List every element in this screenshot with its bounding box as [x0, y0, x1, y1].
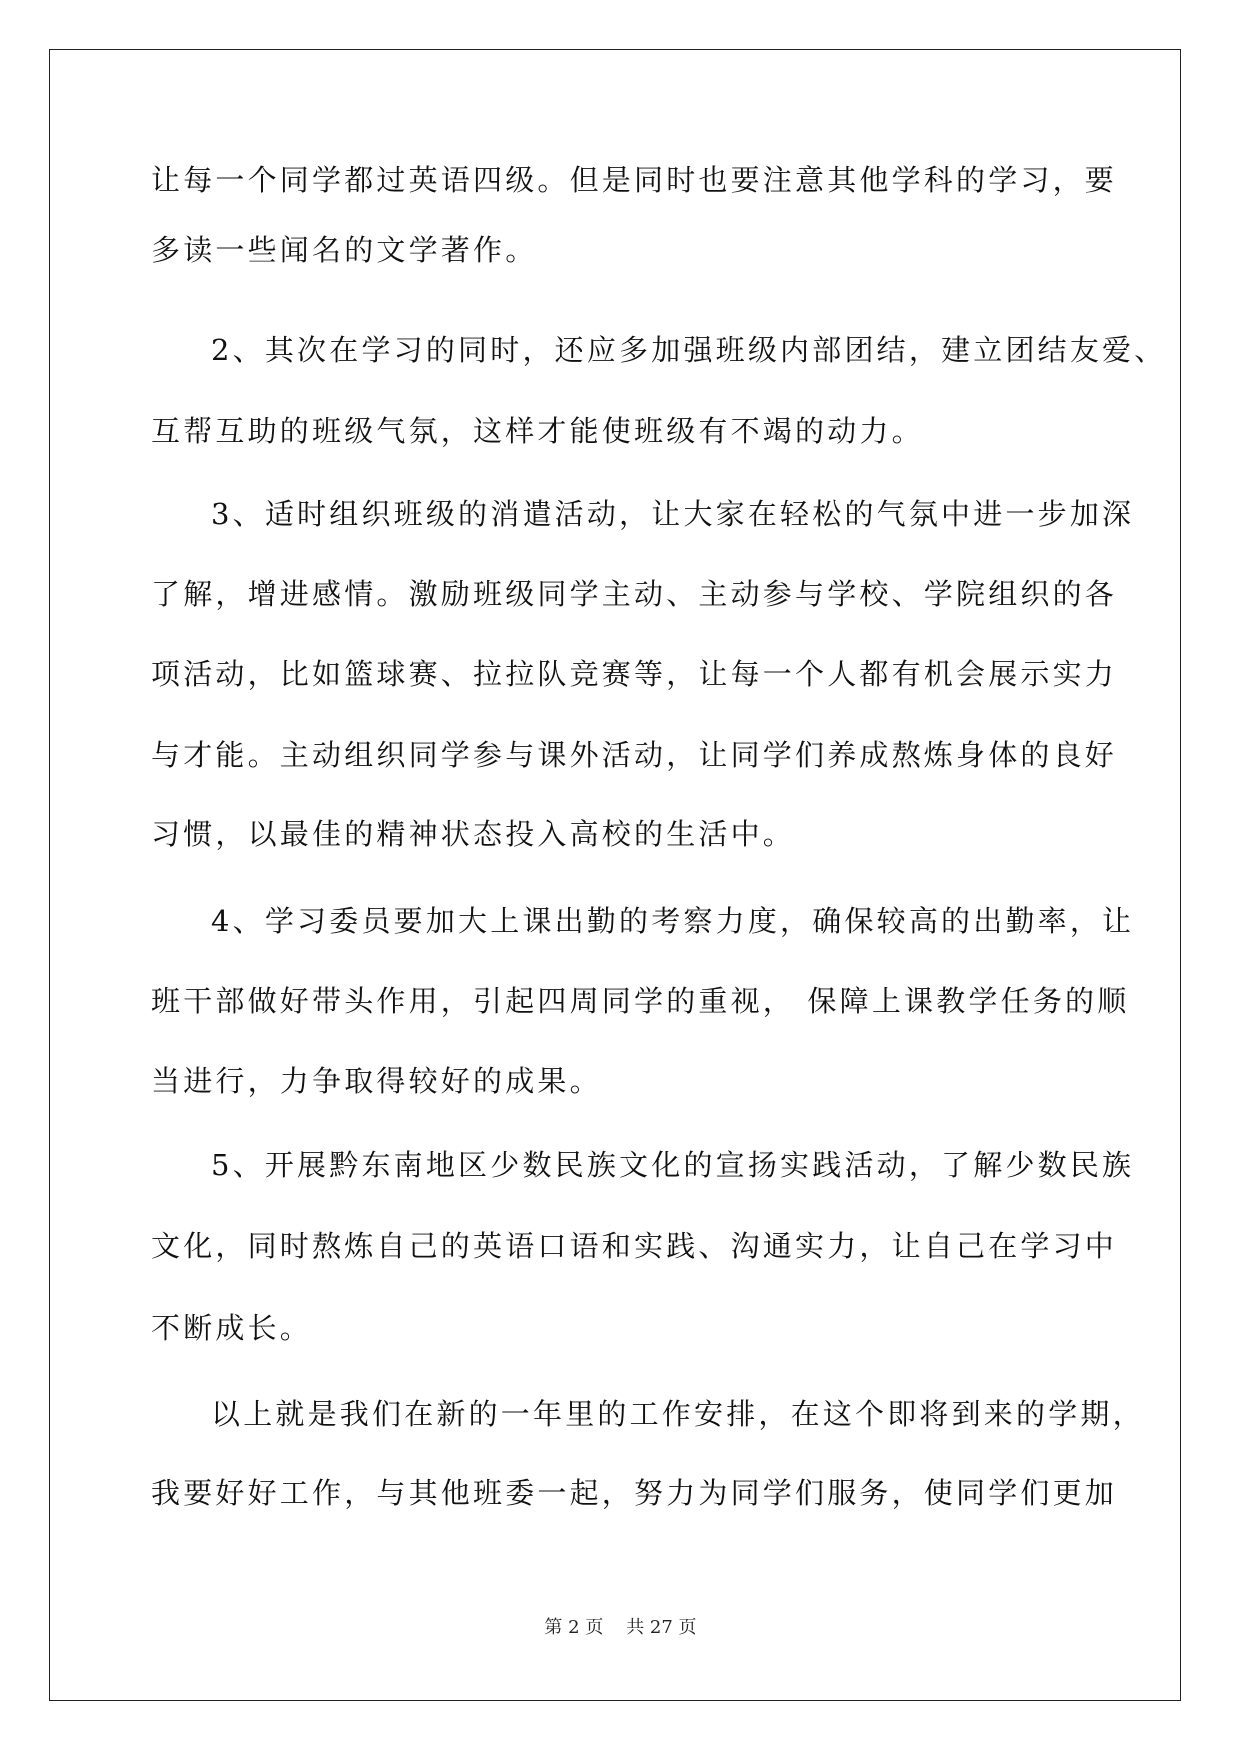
text-line: 不断成长。 [151, 1311, 313, 1345]
paragraph-4-start: 4、学习委员要加大上课出勤的考察力度，确保较高的出勤率，让 [211, 904, 1135, 938]
page-number: 第 2 页 共 27 页 [544, 1617, 697, 1638]
text-line: 我要好好工作，与其他班委一起，努力为同学们服务，使同学们更加 [151, 1476, 1118, 1510]
text-line: 互帮互助的班级气氛，这样才能使班级有不竭的动力。 [151, 414, 924, 448]
text-line: 与才能。主动组织同学参与课外活动，让同学们养成熬炼身体的良好 [151, 738, 1118, 772]
paragraph-5-start: 5、开展黔东南地区少数民族文化的宣扬实践活动，了解少数民族 [211, 1148, 1135, 1182]
text-line: 项活动，比如篮球赛、拉拉队竞赛等，让每一个人都有机会展示实力 [151, 657, 1118, 691]
page-border [49, 49, 1181, 1701]
text-line: 习惯，以最佳的精神状态投入高校的生活中。 [151, 817, 796, 851]
paragraph-3-start: 3、适时组织班级的消遣活动，让大家在轻松的气氛中进一步加深 [211, 497, 1135, 531]
text-line: 文化，同时熬炼自己的英语口语和实践、沟通实力，让自己在学习中 [151, 1229, 1118, 1263]
closing-paragraph-start: 以上就是我们在新的一年里的工作安排，在这个即将到来的学期， [211, 1397, 1145, 1431]
text-line: 班干部做好带头作用，引起四周同学的重视， 保障上课教学任务的顺 [151, 984, 1130, 1018]
text-line: 让每一个同学都过英语四级。但是同时也要注意其他学科的学习，要 [151, 163, 1118, 197]
text-line: 多读一些闻名的文学著作。 [151, 233, 538, 267]
text-line: 当进行，力争取得较好的成果。 [151, 1064, 602, 1098]
text-line: 了解，增进感情。激励班级同学主动、主动参与学校、学院组织的各 [151, 577, 1118, 611]
paragraph-2-start: 2、其次在学习的同时，还应多加强班级内部团结，建立团结友爱、 [211, 333, 1167, 367]
